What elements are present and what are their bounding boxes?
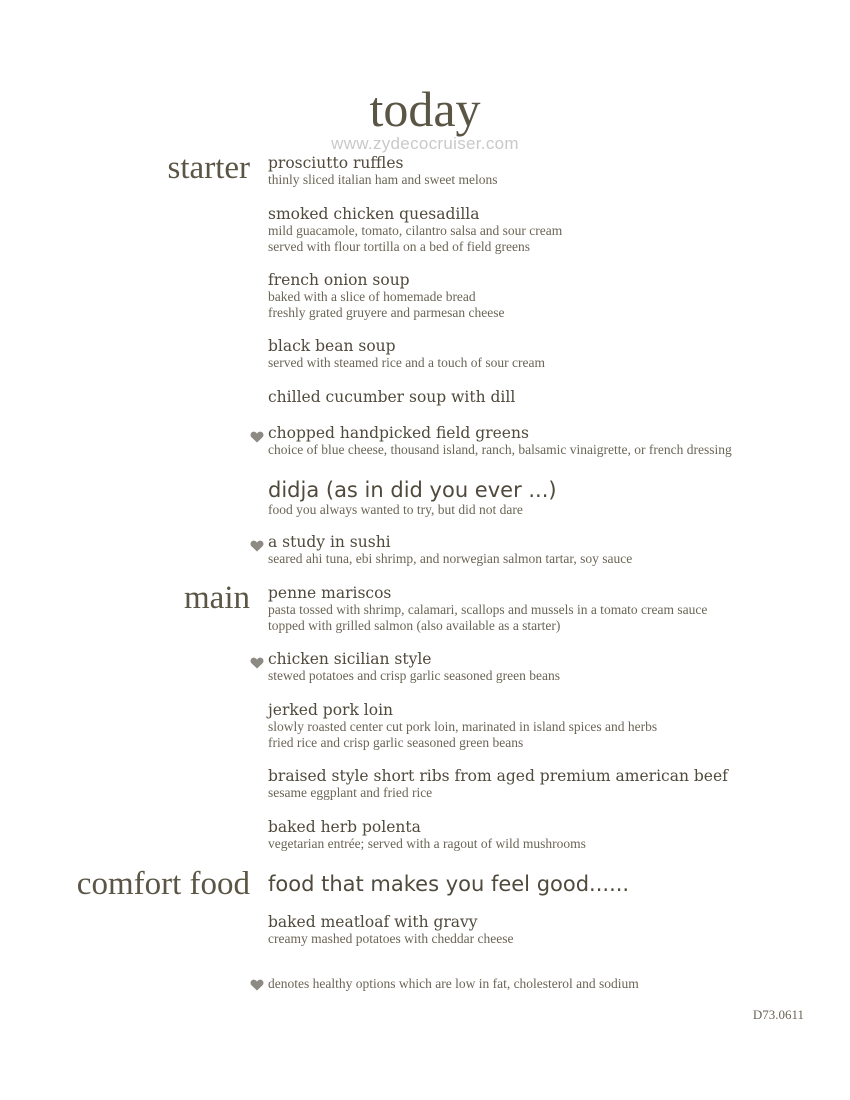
- section-heading-main: main: [184, 580, 250, 616]
- menu-item-description: choice of blue cheese, thousand island, ranch, balsamic vinaigrette, or french dressing: [268, 442, 732, 457]
- menu-item-name: baked meatloaf with gravy: [268, 913, 478, 931]
- menu-item: [268, 585, 707, 634]
- menu-item-name: chilled cucumber soup with dill: [268, 388, 516, 406]
- menu-item-name: penne mariscos: [268, 584, 392, 602]
- menu-item: [268, 872, 629, 896]
- menu-item: [268, 425, 732, 458]
- menu-item-name: chopped handpicked field greens: [268, 424, 529, 442]
- healthy-footnote: denotes healthy options which are low in fat, cholesterol and sodium: [268, 976, 639, 991]
- menu-item-description: baked with a slice of homemade bread: [268, 289, 476, 304]
- heart-icon: [250, 540, 264, 552]
- menu-item-name: smoked chicken quesadilla: [268, 205, 480, 223]
- menu-item-description: stewed potatoes and crisp garlic seasoned green beans: [268, 668, 561, 683]
- menu-item-description: mild guacamole, tomato, cilantro salsa and sour cream: [268, 223, 563, 238]
- menu-item-description: food you always wanted to try, but did not dare: [268, 502, 523, 517]
- menu-item-description: served with steamed rice and a touch of sour cream: [268, 355, 546, 370]
- menu-item: [268, 534, 632, 567]
- menu-item-description: seared ahi tuna, ebi shrimp, and norwegian salmon tartar, soy sauce: [268, 551, 633, 566]
- section-heading-starter: starter: [167, 150, 250, 186]
- watermark: www.zydecocruiser.com: [331, 134, 519, 153]
- heart-icon: [250, 431, 264, 443]
- menu-item: [268, 272, 505, 321]
- menu-item-name: french onion soup: [268, 271, 410, 289]
- menu-item-name: food that makes you feel good......: [268, 872, 630, 896]
- menu-item-description: fried rice and crisp garlic seasoned green beans: [268, 735, 524, 750]
- menu-item: [268, 206, 562, 255]
- menu-item: [268, 389, 515, 406]
- page-title: today: [369, 81, 481, 137]
- menu-item-name: a study in sushi: [268, 533, 391, 551]
- menu-item-description: sesame eggplant and fried rice: [268, 785, 433, 800]
- menu-item-name: braised style short ribs from aged premium american beef: [268, 767, 728, 785]
- menu-item-description: served with flour tortilla on a bed of field greens: [268, 239, 531, 254]
- document-code: D73.0611: [752, 1007, 804, 1022]
- menu-item-description: slowly roasted center cut pork loin, marinated in island spices and herbs: [268, 719, 658, 734]
- menu-item-description: vegetarian entrée; served with a ragout of wild mushrooms: [268, 836, 586, 851]
- heart-icon: [250, 657, 264, 669]
- menu-item: [268, 768, 728, 801]
- menu-item: [268, 702, 657, 751]
- menu-item-name: chicken sicilian style: [268, 650, 432, 668]
- menu-item: [268, 651, 560, 684]
- section-heading-comfort-food: comfort food: [76, 866, 250, 902]
- menu-item-name: prosciutto ruffles: [268, 154, 404, 172]
- menu-item-name: jerked pork loin: [268, 701, 394, 719]
- menu-item: [268, 155, 497, 188]
- menu-item-name: baked herb polenta: [268, 818, 421, 836]
- menu-item-description: thinly sliced italian ham and sweet melons: [268, 172, 498, 187]
- menu-item: [268, 478, 557, 518]
- menu-item-name: black bean soup: [268, 337, 396, 355]
- menu-item-description: topped with grilled salmon (also available as a starter): [268, 618, 561, 633]
- heart-icon: [250, 979, 264, 991]
- menu-item-description: pasta tossed with shrimp, calamari, scallops and mussels in a tomato cream sauce: [268, 602, 708, 617]
- menu-item: [268, 338, 545, 371]
- menu-item: [268, 819, 586, 852]
- menu-item-name: didja (as in did you ever ...): [268, 478, 557, 502]
- menu-item-description: freshly grated gruyere and parmesan cheese: [268, 305, 505, 320]
- menu-item-description: creamy mashed potatoes with cheddar cheese: [268, 931, 514, 946]
- menu-item: [268, 914, 514, 947]
